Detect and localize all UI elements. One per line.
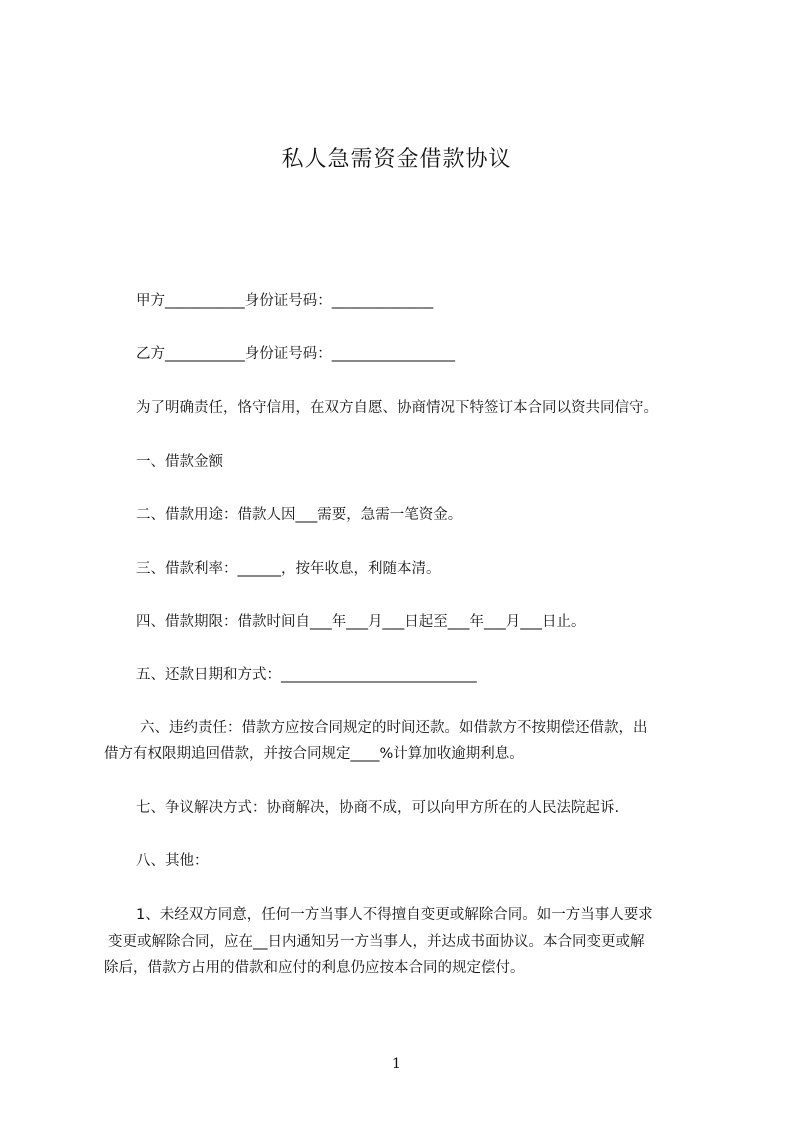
clause-6-liability-line-1: 六、违约责任：借款方应按合同规定的时间还款。如借款方不按期偿还借款，出 <box>140 720 648 736</box>
party-a-line: 甲方___________身份证号码：______________ <box>136 293 434 309</box>
page-number: 1 <box>392 1056 401 1072</box>
clause-3-interest: 三、借款利率：______，按年收息，利随本清。 <box>136 561 441 577</box>
clause-8-1-line-2: 变更或解除合同，应在__日内通知另一方当事人，并达成书面协议。本合同变更或解 <box>108 934 645 950</box>
clause-7-dispute: 七、争议解决方式：协商解决，协商不成，可以向甲方所在的人民法院起诉. <box>136 800 620 816</box>
clause-8-1-line-3: 除后，借款方占用的借款和应付的利息仍应按本合同的规定偿付。 <box>104 960 525 976</box>
party-b-line: 乙方___________身份证号码：_________________ <box>136 346 455 362</box>
document-title: 私人急需资金借款协议 <box>281 147 512 172</box>
clause-2-purpose: 二、借款用途：借款人因___需要，急需一笔资金。 <box>136 507 463 523</box>
clause-6-liability-line-2: 借方有权限期追回借款，并按合同规定____%计算加收逾期利息。 <box>104 746 524 762</box>
clause-5-repayment: 五、还款日期和方式：___________________________ <box>136 667 477 683</box>
clause-8-1-line-1: 1、未经双方同意，任何一方当事人不得擅自变更或解除合同。如一方当事人要求 <box>136 907 653 923</box>
clause-1-heading: 一、借款金额 <box>136 454 223 470</box>
clause-4-term: 四、借款期限：借款时间自___年___月___日起至___年___月___日止。 <box>136 614 586 630</box>
preamble-paragraph: 为了明确责任，恪守信用，在双方自愿、协商情况下特签订本合同以资共同信守。 <box>136 400 658 416</box>
clause-8-heading: 八、其他： <box>136 853 209 869</box>
